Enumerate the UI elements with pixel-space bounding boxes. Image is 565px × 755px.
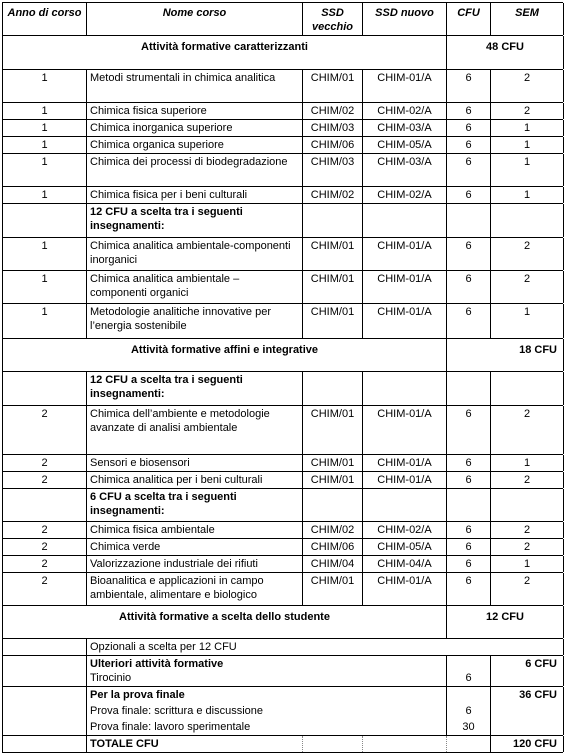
cell-ssd-nuovo: CHIM-02/A (363, 103, 447, 119)
cell-sem: 1 (491, 187, 564, 203)
cell-cfu: 6 (447, 137, 491, 153)
finale-row (2, 687, 563, 736)
cell-anno: 1 (3, 304, 87, 338)
section-scelta (2, 606, 563, 639)
cell-ssd-vecchio: CHIM/01 (303, 70, 363, 102)
header-cfu: CFU (447, 3, 491, 35)
cell-ssd-nuovo: CHIM-03/A (363, 120, 447, 136)
table-header (2, 2, 563, 36)
cell-ssd-vecchio: CHIM/02 (303, 187, 363, 203)
cell-ssd-vecchio: CHIM/02 (303, 103, 363, 119)
cell-ssd-vecchio: CHIM/01 (303, 271, 363, 303)
choice-row (2, 372, 563, 406)
cell-cfu: 6 (447, 573, 491, 605)
cell-nome: Metodi strumentali in chimica analitica (87, 70, 303, 102)
section-title: Attività formative affini e integrative (3, 339, 447, 371)
cell-anno: 2 (3, 455, 87, 471)
cell-ssd-vecchio: CHIM/02 (303, 522, 363, 538)
cell-cfu: 6 (447, 455, 491, 471)
cell-nome: Chimica fisica per i beni culturali (87, 187, 303, 203)
totale-row (2, 736, 563, 753)
finale-item1-cfu: 6 (465, 705, 472, 717)
cell-sem: 1 (491, 120, 564, 136)
cell-nome: Metodologie analitiche innovative per l’energia sostenibile (87, 304, 303, 338)
cell-sem: 1 (491, 304, 564, 338)
section-affini (2, 339, 563, 372)
ulteriori-item-cfu: 6 (465, 672, 472, 684)
table-row (2, 556, 563, 573)
cell-sem: 1 (491, 556, 564, 572)
section-cfu: 18 CFU (447, 339, 564, 371)
cell-sem: 2 (491, 271, 564, 303)
table-row (2, 522, 563, 539)
table-row (2, 573, 563, 606)
table-row (2, 406, 563, 455)
cell-nome: Chimica analitica ambientale-componenti inorganici (87, 238, 303, 270)
cell-anno: 2 (3, 472, 87, 488)
section-title: Attività formative a scelta dello studente (3, 606, 447, 638)
optional-row (2, 639, 563, 656)
table-row (2, 455, 563, 472)
table-row (2, 70, 563, 103)
cell-ssd-nuovo: CHIM-01/A (363, 573, 447, 605)
cell-cfu: 6 (447, 120, 491, 136)
ulteriori-title: Ulteriori attività formative (90, 658, 224, 670)
header-ssd-nuovo: SSD nuovo (363, 3, 447, 35)
cell-nome: Chimica verde (87, 539, 303, 555)
header-nome: Nome corso (87, 3, 303, 35)
finale-item2-cfu: 30 (462, 721, 475, 733)
cell-cfu: 6 (447, 304, 491, 338)
cell-cfu: 6 (447, 187, 491, 203)
ulteriori-row (2, 656, 563, 687)
finale-cfu: 36 CFU (491, 687, 564, 735)
cell-ssd-nuovo: CHIM-01/A (363, 406, 447, 454)
choice-label: 6 CFU a scelta tra i seguenti insegnamenti: (87, 489, 303, 521)
cell-ssd-nuovo: CHIM-02/A (363, 187, 447, 203)
table-row (2, 137, 563, 154)
table-row (2, 271, 563, 304)
cell-sem: 2 (491, 238, 564, 270)
ulteriori-cfu: 6 CFU (491, 656, 564, 686)
cell-nome: Bioanalitica e applicazioni in campo ambientale, alimentare e biologico (87, 573, 303, 605)
cell-cfu: 6 (447, 271, 491, 303)
cell-ssd-vecchio: CHIM/06 (303, 137, 363, 153)
header-sem: SEM (491, 3, 564, 35)
cell-sem: 2 (491, 522, 564, 538)
cell-anno: 1 (3, 238, 87, 270)
cell-cfu: 6 (447, 556, 491, 572)
cell-anno: 2 (3, 573, 87, 605)
header-ssd-vecchio: SSD vecchio (303, 3, 363, 35)
ulteriori-item: Tirocinio (90, 672, 132, 684)
cell-cfu: 6 (447, 103, 491, 119)
cell-nome: Chimica fisica ambientale (87, 522, 303, 538)
cell-anno: 2 (3, 522, 87, 538)
cell-ssd-vecchio: CHIM/01 (303, 238, 363, 270)
course-table (2, 2, 563, 753)
cell-cfu: 6 (447, 406, 491, 454)
cell-sem: 1 (491, 137, 564, 153)
cell-ssd-vecchio: CHIM/01 (303, 455, 363, 471)
cell-ssd-vecchio: CHIM/04 (303, 556, 363, 572)
finale-item2: Prova finale: lavoro sperimentale (90, 721, 251, 733)
cell-nome: Chimica organica superiore (87, 137, 303, 153)
section-cfu: 12 CFU (447, 606, 564, 638)
cell-cfu: 6 (447, 522, 491, 538)
cell-nome: Valorizzazione industriale dei rifiuti (87, 556, 303, 572)
cell-ssd-nuovo: CHIM-01/A (363, 70, 447, 102)
cell-cfu: 6 (447, 70, 491, 102)
table-row (2, 154, 563, 187)
cell-nome: Chimica analitica ambientale – componenti organici (87, 271, 303, 303)
cell-nome: Sensori e biosensori (87, 455, 303, 471)
choice-row (2, 489, 563, 522)
table-row (2, 238, 563, 271)
cell-ssd-nuovo: CHIM-01/A (363, 472, 447, 488)
cell-ssd-nuovo: CHIM-04/A (363, 556, 447, 572)
finale-title: Per la prova finale (90, 689, 185, 701)
choice-label: 12 CFU a scelta tra i seguenti insegnamenti: (87, 372, 303, 405)
cell-cfu: 6 (447, 154, 491, 186)
cell-ssd-nuovo: CHIM-02/A (363, 522, 447, 538)
cell-sem: 2 (491, 103, 564, 119)
cell-anno: 1 (3, 271, 87, 303)
choice-label: 12 CFU a scelta tra i seguenti insegnamenti: (87, 204, 303, 237)
finale-item1: Prova finale: scrittura e discussione (90, 705, 264, 717)
section-title: Attività formative caratterizzanti (3, 36, 447, 69)
cell-ssd-nuovo: CHIM-05/A (363, 137, 447, 153)
cell-ssd-nuovo: CHIM-01/A (363, 455, 447, 471)
cell-sem: 2 (491, 539, 564, 555)
section-cfu: 48 CFU (447, 36, 564, 69)
cell-anno: 2 (3, 406, 87, 454)
cell-sem: 1 (491, 455, 564, 471)
totale-cfu: 120 CFU (491, 736, 564, 752)
table-row (2, 472, 563, 489)
cell-sem: 2 (491, 70, 564, 102)
cell-ssd-vecchio: CHIM/01 (303, 573, 363, 605)
cell-anno: 1 (3, 154, 87, 186)
table-row (2, 103, 563, 120)
cell-anno: 1 (3, 187, 87, 203)
cell-ssd-nuovo: CHIM-01/A (363, 304, 447, 338)
cell-anno: 1 (3, 70, 87, 102)
cell-ssd-vecchio: CHIM/01 (303, 472, 363, 488)
cell-ssd-vecchio: CHIM/03 (303, 120, 363, 136)
table-row (2, 120, 563, 137)
cell-ssd-vecchio: CHIM/01 (303, 304, 363, 338)
cell-nome: Chimica inorganica superiore (87, 120, 303, 136)
optional-label: Opzionali a scelta per 12 CFU (87, 639, 564, 655)
cell-anno: 1 (3, 103, 87, 119)
cell-anno: 1 (3, 120, 87, 136)
cell-anno: 2 (3, 556, 87, 572)
cell-cfu: 6 (447, 238, 491, 270)
section-caratterizzanti (2, 36, 563, 70)
cell-anno: 1 (3, 137, 87, 153)
cell-sem: 2 (491, 472, 564, 488)
cell-nome: Chimica fisica superiore (87, 103, 303, 119)
cell-ssd-vecchio: CHIM/03 (303, 154, 363, 186)
table-row (2, 539, 563, 556)
cell-ssd-nuovo: CHIM-03/A (363, 154, 447, 186)
cell-sem: 2 (491, 406, 564, 454)
cell-nome: Chimica dell’ambiente e metodologie avanzate di analisi ambientale (87, 406, 303, 454)
cell-anno: 2 (3, 539, 87, 555)
totale-label: TOTALE CFU (87, 736, 303, 752)
cell-sem: 2 (491, 573, 564, 605)
header-anno: Anno di corso (3, 3, 87, 35)
cell-cfu: 6 (447, 472, 491, 488)
table-row (2, 304, 563, 339)
table-row (2, 187, 563, 204)
cell-cfu: 6 (447, 539, 491, 555)
cell-nome: Chimica dei processi di biodegradazione (87, 154, 303, 186)
cell-sem: 1 (491, 154, 564, 186)
choice-row (2, 204, 563, 238)
cell-ssd-nuovo: CHIM-05/A (363, 539, 447, 555)
cell-nome: Chimica analitica per i beni culturali (87, 472, 303, 488)
cell-ssd-vecchio: CHIM/06 (303, 539, 363, 555)
cell-ssd-nuovo: CHIM-01/A (363, 271, 447, 303)
cell-ssd-vecchio: CHIM/01 (303, 406, 363, 454)
cell-ssd-nuovo: CHIM-01/A (363, 238, 447, 270)
